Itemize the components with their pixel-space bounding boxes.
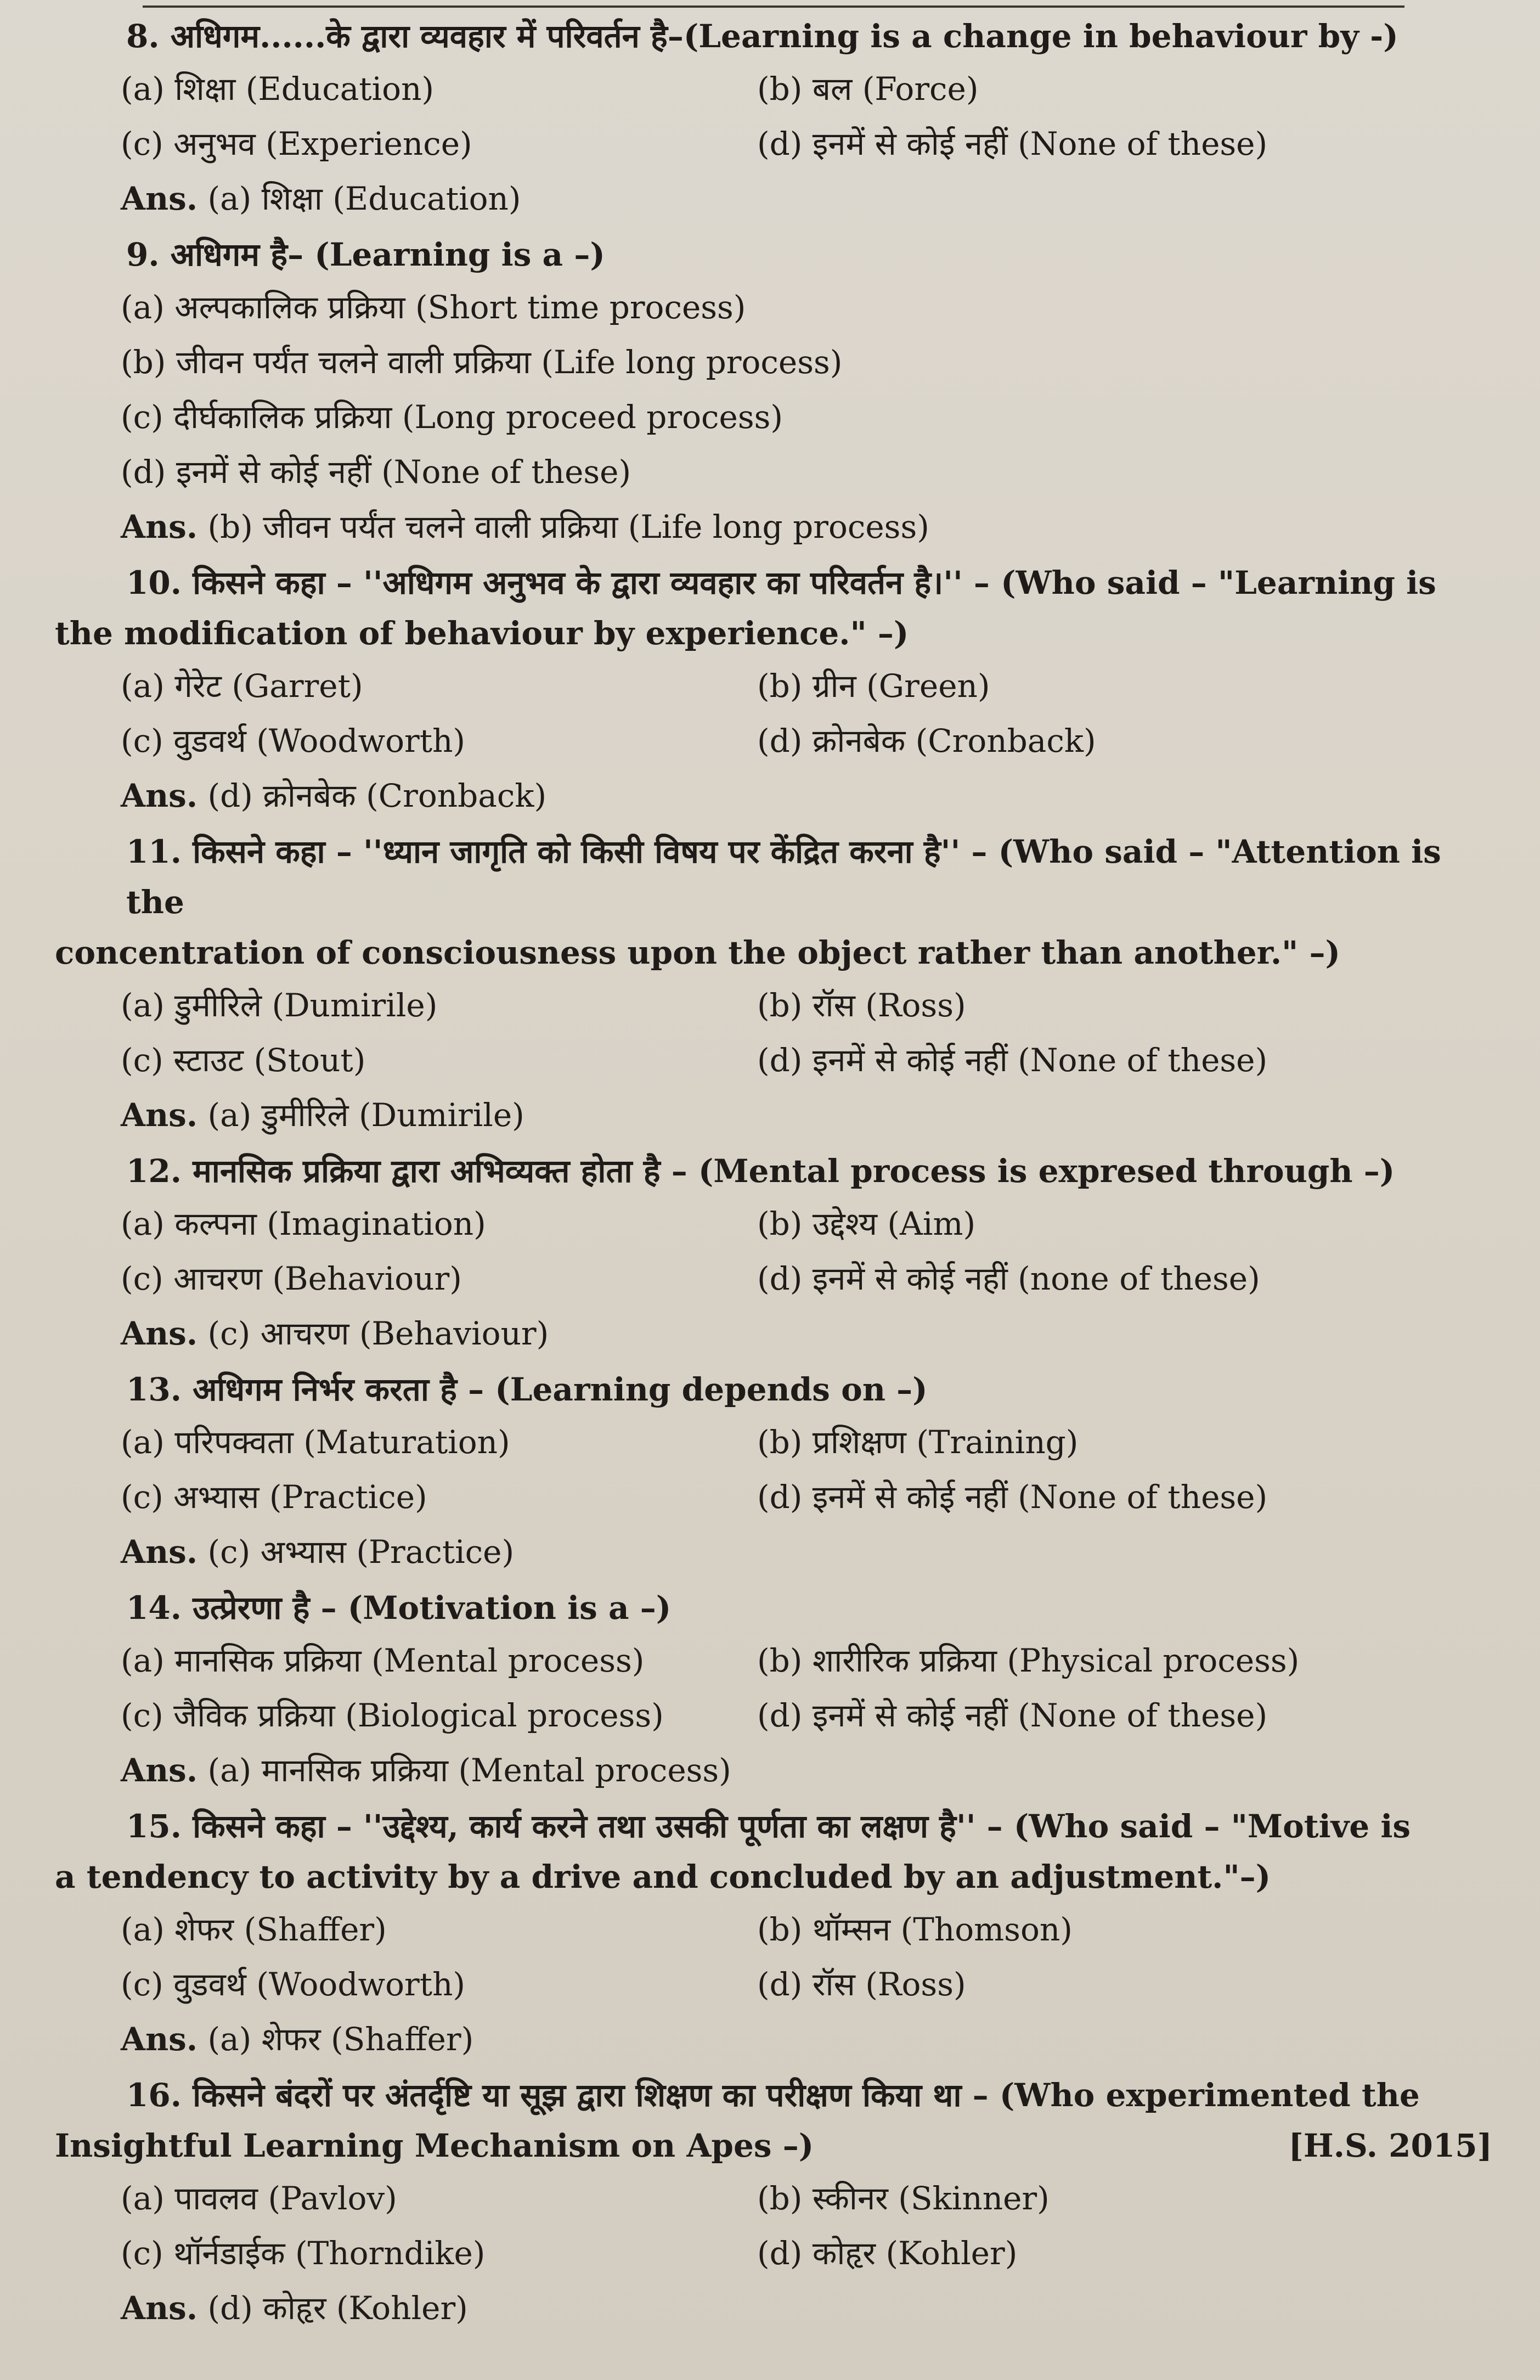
options <box>55 978 1492 1088</box>
answer-label: Ans. <box>121 777 198 814</box>
answer-label: Ans. <box>121 1096 198 1134</box>
question-number: 8. <box>126 18 160 55</box>
answer-value: (a) शिक्षा (Education) <box>207 180 521 217</box>
question-prompt: उत्प्रेरणा है – (Motivation is a –) <box>193 1589 672 1627</box>
question-text <box>55 1364 1492 1415</box>
question-11 <box>55 826 1492 1143</box>
question-text <box>55 1583 1492 1633</box>
option-c: (c) अनुभव (Experience) <box>121 125 472 162</box>
question-prompt-continued: concentration of consciousness upon the object rather than another." –) <box>55 934 1340 971</box>
question-number: 12. <box>126 1152 182 1190</box>
option-c: (c) वुडवर्थ (Woodworth) <box>121 722 466 759</box>
question-prompt-continued: a tendency to activity by a drive and concluded by an adjustment."–) <box>55 1858 1271 1895</box>
question-prompt: अधिगम निर्भर करता है – (Learning depends on –) <box>193 1371 928 1408</box>
answer-value: (d) कोहृर (Kohler) <box>207 2289 468 2327</box>
option-b: (b) उद्देश्य (Aim) <box>757 1205 976 1242</box>
question-prompt: किसने कहा – ''ध्यान जागृति को किसी विषय पर केंद्रित करना है'' – (Who said – "Attention is the <box>126 833 1441 921</box>
question-text <box>55 2070 1492 2171</box>
option-d: (d) इनमें से कोई नहीं (None of these) <box>757 1697 1268 1734</box>
question-15 <box>55 1801 1492 2067</box>
exam-tag: [H.S. 2015] <box>1288 2127 1492 2164</box>
question-prompt: अधिगम है– (Learning is a –) <box>170 236 605 273</box>
question-prompt-continued: the modification of behaviour by experience." –) <box>55 615 909 652</box>
option-b: (b) प्रशिक्षण (Training) <box>757 1424 1079 1461</box>
option-c: (c) थॉर्नडाईक (Thorndike) <box>121 2235 486 2272</box>
option-d: (d) कोहृर (Kohler) <box>757 2235 1018 2272</box>
answer-value: (a) शेफर (Shaffer) <box>207 2021 474 2058</box>
question-prompt: मानसिक प्रक्रिया द्वारा अभिव्यक्त होता है – (Mental process is expresed through –) <box>193 1152 1395 1190</box>
question-text <box>55 1146 1492 1196</box>
options <box>55 61 1492 171</box>
answer <box>55 768 1492 823</box>
option-c: (c) अभ्यास (Practice) <box>121 1478 427 1516</box>
option-c: (c) स्टाउट (Stout) <box>121 1042 366 1079</box>
option-a: (a) अल्पकालिक प्रक्रिया (Short time process) <box>121 289 746 326</box>
option-d: (d) इनमें से कोई नहीं (None of these) <box>757 1042 1268 1079</box>
option-c: (c) जैविक प्रक्रिया (Biological process) <box>121 1697 664 1734</box>
question-16 <box>55 2070 1492 2336</box>
answer-label: Ans. <box>121 1315 198 1352</box>
question-14 <box>55 1583 1492 1798</box>
answer-value: (d) क्रोनबेक (Cronback) <box>207 777 547 814</box>
option-b: (b) ग्रीन (Green) <box>757 667 990 705</box>
options <box>55 2171 1492 2281</box>
option-a: (a) डुमीरिले (Dumirile) <box>121 987 438 1024</box>
question-prompt: किसने कहा – ''उद्देश्य, कार्य करने तथा उसकी पूर्णता का लक्षण है'' – (Who said – "Motive is <box>193 1808 1411 1845</box>
question-10 <box>55 558 1492 823</box>
answer-label: Ans. <box>121 508 198 545</box>
option-b: (b) बल (Force) <box>757 70 979 108</box>
question-number: 9. <box>126 236 160 273</box>
option-a: (a) शेफर (Shaffer) <box>121 1911 387 1948</box>
top-rule <box>143 5 1404 8</box>
answer <box>55 1306 1492 1361</box>
option-b: (b) जीवन पर्यंत चलने वाली प्रक्रिया (Life long process) <box>121 344 843 381</box>
answer <box>55 2281 1492 2336</box>
option-a: (a) गेरेट (Garret) <box>121 667 363 705</box>
option-d: (d) इनमें से कोई नहीं (None of these) <box>757 125 1268 162</box>
question-8 <box>55 11 1492 226</box>
question-13 <box>55 1364 1492 1579</box>
option-c: (c) आचरण (Behaviour) <box>121 1260 462 1297</box>
option-d: (d) इनमें से कोई नहीं (None of these) <box>757 1478 1268 1516</box>
answer-label: Ans. <box>121 2021 198 2058</box>
question-number: 10. <box>126 564 182 601</box>
question-text <box>55 558 1492 659</box>
answer-value: (c) अभ्यास (Practice) <box>207 1533 515 1571</box>
question-list <box>55 11 1492 2339</box>
option-a: (a) परिपक्वता (Maturation) <box>121 1424 510 1461</box>
answer <box>55 1524 1492 1579</box>
option-a: (a) पावलव (Pavlov) <box>121 2180 397 2217</box>
option-d: (d) रॉस (Ross) <box>757 1966 966 2003</box>
answer-value: (b) जीवन पर्यंत चलने वाली प्रक्रिया (Life long process) <box>207 508 929 545</box>
option-a: (a) मानसिक प्रक्रिया (Mental process) <box>121 1642 645 1679</box>
answer-value: (c) आचरण (Behaviour) <box>207 1315 549 1352</box>
question-9 <box>55 229 1492 554</box>
option-c: (c) दीर्घकालिक प्रक्रिया (Long proceed process) <box>121 398 783 436</box>
option-b: (b) स्कीनर (Skinner) <box>757 2180 1050 2217</box>
answer <box>55 1088 1492 1143</box>
options <box>55 1196 1492 1306</box>
question-text <box>55 1801 1492 1902</box>
question-prompt: किसने बंदरों पर अंतर्दृष्टि या सूझ द्वारा शिक्षण का परीक्षण किया था – (Who experimented the <box>193 2077 1420 2114</box>
answer-label: Ans. <box>121 2289 198 2327</box>
answer-value: (a) डुमीरिले (Dumirile) <box>207 1096 524 1134</box>
option-a: (a) कल्पना (Imagination) <box>121 1205 486 1242</box>
question-number: 11. <box>126 833 182 870</box>
question-prompt-continued: Insightful Learning Mechanism on Apes –) <box>55 2127 814 2164</box>
answer-label: Ans. <box>121 1752 198 1789</box>
question-number: 13. <box>126 1371 182 1408</box>
answer <box>55 499 1492 554</box>
option-b: (b) थॉम्सन (Thomson) <box>757 1911 1073 1948</box>
answer-label: Ans. <box>121 180 198 217</box>
answer <box>55 2012 1492 2067</box>
question-prompt: अधिगम......के द्वारा व्यवहार में परिवर्तन है–(Learning is a change in behaviour by -) <box>170 18 1398 55</box>
answer <box>55 1743 1492 1798</box>
option-a: (a) शिक्षा (Education) <box>121 70 435 108</box>
question-number: 16. <box>126 2077 182 2114</box>
question-number: 14. <box>126 1589 182 1627</box>
option-c: (c) वुडवर्थ (Woodworth) <box>121 1966 466 2003</box>
option-b: (b) रॉस (Ross) <box>757 987 966 1024</box>
option-b: (b) शारीरिक प्रक्रिया (Physical process) <box>757 1642 1300 1679</box>
option-d: (d) क्रोनबेक (Cronback) <box>757 722 1096 759</box>
answer <box>55 171 1492 226</box>
options <box>55 659 1492 768</box>
option-d: (d) इनमें से कोई नहीं (None of these) <box>121 453 631 491</box>
question-text <box>55 826 1492 978</box>
options <box>55 1902 1492 2012</box>
question-text <box>55 229 1492 280</box>
answer-label: Ans. <box>121 1533 198 1571</box>
answer-value: (a) मानसिक प्रक्रिया (Mental process) <box>207 1752 731 1789</box>
question-text <box>55 11 1492 61</box>
question-12 <box>55 1146 1492 1361</box>
question-prompt: किसने कहा – ''अधिगम अनुभव के द्वारा व्यवहार का परिवर्तन है।'' – (Who said – "Learning is <box>193 564 1436 601</box>
options <box>55 1415 1492 1524</box>
options <box>55 1633 1492 1743</box>
question-number: 15. <box>126 1808 182 1845</box>
option-d: (d) इनमें से कोई नहीं (none of these) <box>757 1260 1260 1297</box>
